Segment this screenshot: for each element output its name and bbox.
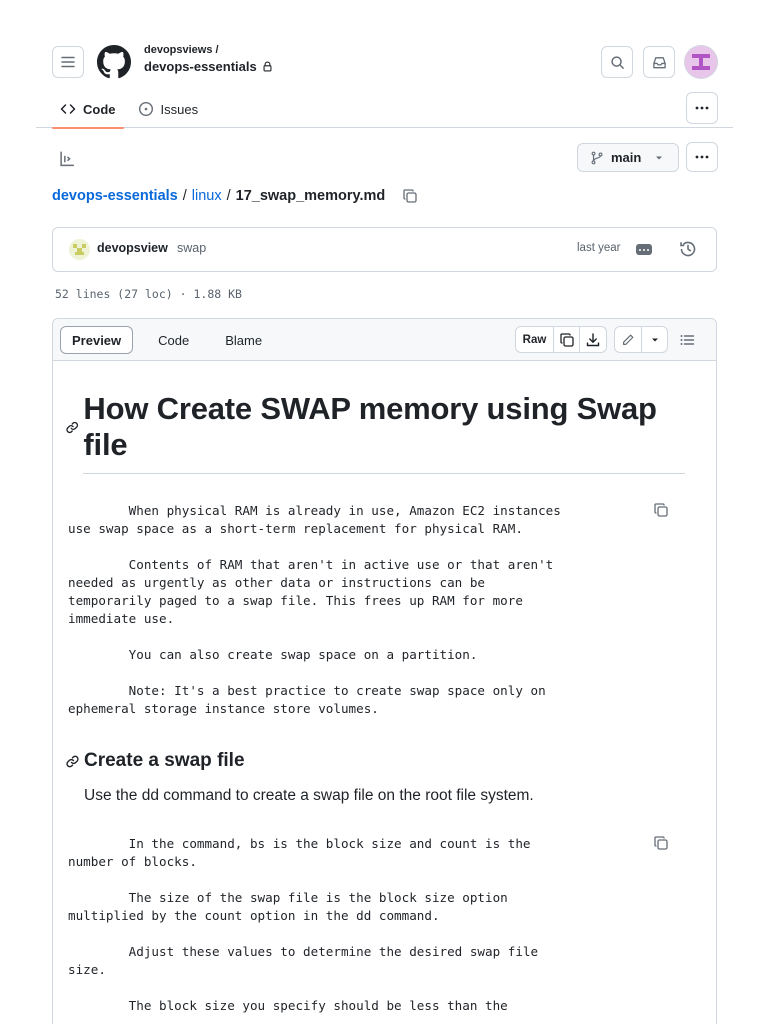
commit-details-toggle[interactable] [636, 244, 652, 255]
tab-issues[interactable] [130, 90, 207, 128]
breadcrumb-file: 17_swap_memory.md [235, 188, 386, 204]
page-heading: How Create SWAP memory using Swap file [83, 391, 657, 462]
repo-name-link[interactable] [144, 59, 273, 74]
tab-code[interactable] [52, 90, 124, 128]
raw-actions-group [515, 326, 607, 353]
expand-file-tree-button[interactable] [52, 143, 82, 173]
edit-actions-group [614, 326, 668, 353]
branch-name: main [611, 150, 642, 165]
github-logo-icon[interactable] [97, 45, 131, 79]
repo-owner-link[interactable]: devopsviews / [144, 44, 219, 56]
copy-code-button[interactable] [653, 502, 669, 523]
repo-header [36, 32, 733, 128]
file-meta: 52 lines (27 loc) · 1.88 KB [55, 287, 242, 301]
repo-nav-tabs [52, 90, 212, 128]
file-more-button[interactable] [686, 142, 718, 172]
commit-author-avatar[interactable] [69, 239, 90, 260]
code-paragraph: Contents of RAM that aren't in active use or that aren't needed as urgently as other data or instructions can be temporarily paged to a swap file. This frees up RAM for more immediate use. [68, 557, 554, 626]
list-unordered-icon [679, 332, 695, 348]
triangle-down-icon [650, 335, 660, 345]
git-branch-icon [590, 151, 604, 165]
history-icon [679, 240, 697, 258]
body-paragraph: Use the dd command to create a swap file on the root file system. [84, 787, 534, 804]
copy-path-button[interactable] [402, 188, 418, 204]
code-paragraph: Adjust these values to determine the desired swap file size. [68, 944, 539, 977]
sidebar-expand-icon [59, 150, 76, 167]
inbox-button[interactable] [643, 46, 675, 78]
search-icon [610, 55, 625, 70]
kebab-horizontal-icon [694, 100, 710, 116]
code-icon [60, 101, 76, 117]
breadcrumb-repo[interactable]: devops-essentials [52, 188, 178, 204]
download-button[interactable] [580, 327, 606, 352]
tab-blame[interactable]: Blame [225, 332, 263, 348]
heading-divider [83, 473, 685, 474]
h2-row [65, 750, 685, 772]
commit-author[interactable]: devopsview [97, 241, 168, 255]
anchor-link-icon[interactable] [65, 420, 79, 435]
tab-preview[interactable]: Preview [60, 326, 133, 354]
breadcrumb-separator: / [182, 188, 187, 204]
copy-icon [559, 332, 575, 348]
branch-selector[interactable] [577, 143, 679, 172]
code-block-1 [68, 502, 685, 718]
search-button[interactable] [601, 46, 633, 78]
identicon-icon [72, 242, 87, 257]
h1-row [65, 391, 685, 463]
copy-code-button[interactable] [653, 835, 669, 856]
history-button[interactable] [679, 240, 697, 263]
repo-more-button[interactable] [686, 92, 718, 124]
code-paragraph: The block size you specify should be less than the [68, 998, 508, 1013]
latest-commit-box [52, 227, 717, 272]
code-paragraph: Note: It's a best practice to create swap space only on ephemeral storage instance store volumes. [68, 683, 546, 716]
lock-icon [262, 61, 273, 72]
breadcrumb [52, 188, 418, 204]
view-mode-tabs [60, 326, 287, 354]
inbox-icon [652, 55, 667, 70]
issue-opened-icon [138, 101, 154, 117]
file-viewer [52, 318, 717, 1024]
code-paragraph: You can also create swap space on a partition. [68, 647, 478, 662]
tab-code-label: Code [83, 101, 116, 117]
file-toolbar [53, 319, 716, 361]
identicon-icon [690, 51, 712, 73]
copy-raw-button[interactable] [554, 327, 580, 352]
anchor-link-icon[interactable] [65, 754, 80, 769]
user-avatar[interactable] [684, 45, 718, 79]
tab-code-view[interactable]: Code [158, 332, 190, 348]
commit-message[interactable]: swap [177, 241, 207, 255]
edit-dropdown-button[interactable] [642, 327, 667, 352]
triangle-down-icon [654, 153, 664, 163]
copy-icon [653, 835, 669, 851]
copy-icon [653, 502, 669, 518]
tab-issues-label: Issues [160, 101, 199, 117]
menu-button[interactable] [52, 46, 84, 78]
breadcrumb-folder[interactable]: linux [191, 188, 222, 204]
raw-button[interactable]: Raw [516, 327, 554, 352]
download-icon [585, 332, 601, 348]
copy-icon [402, 188, 418, 204]
section-heading: Create a swap file [84, 750, 245, 771]
kebab-horizontal-icon [694, 149, 710, 165]
markdown-body [53, 361, 716, 1015]
repo-name-text: devops-essentials [144, 59, 257, 74]
code-paragraph: The size of the swap file is the block size option multiplied by the count option in the dd command. [68, 890, 508, 923]
pencil-icon [621, 333, 635, 347]
edit-button[interactable] [615, 327, 642, 352]
code-paragraph: In the command, bs is the block size and count is the number of blocks. [68, 836, 531, 869]
breadcrumb-separator: / [226, 188, 231, 204]
commit-time: last year [577, 242, 621, 254]
outline-button[interactable] [679, 332, 695, 353]
code-paragraph: When physical RAM is already in use, Amazon EC2 instances use swap space as a short-term replacement for physical RAM. [68, 503, 561, 536]
code-block-2 [68, 835, 685, 1015]
hamburger-icon [60, 54, 76, 70]
